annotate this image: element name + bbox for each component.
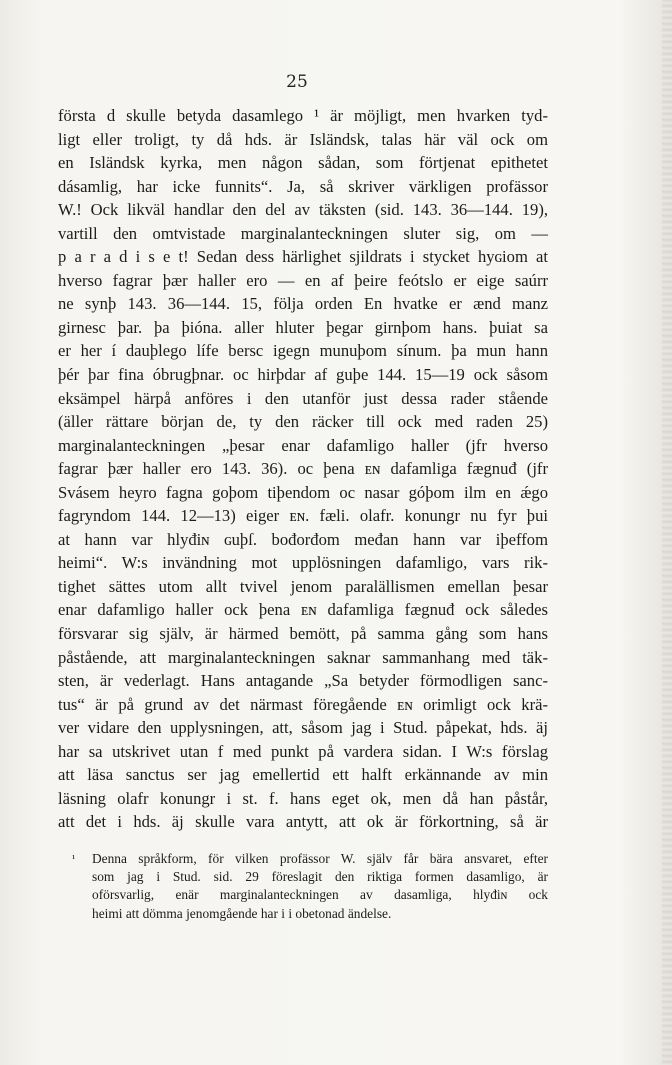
footnote-line: [72, 850, 548, 868]
text-line: ne synþ 143. 36—144. 15, följa orden En hvatke er ænd manz: [58, 294, 548, 314]
text-line: en Isländsk kyrka, men någon sådan, som förtjenat epithetet: [58, 153, 548, 173]
text-line: att det i hds. äj skulle vara antytt, att ok är förkortning, så är: [58, 812, 548, 832]
footnote-line: oförsvarlig, enär marginalanteckningen av dasamliga, hlyđiɴ ock: [92, 887, 548, 903]
text-line: sten, är vederlagt. Hans antagande „Sa betyder förmodligen sanc-: [58, 671, 548, 691]
text-line: fagryndom 144. 12—13) eiger ᴇɴ. fæli. olafr. konungr nu fyr þui: [58, 506, 548, 526]
text-line: har sa utskrivet utan f med punkt på vardera sidan. I W:s förslag: [58, 741, 548, 761]
text-line: tus“ är på grund av det närmast föregående ᴇɴ orimligt ock krä-: [58, 694, 548, 714]
footnote-line: som jag i Stud. sid. 29 föreslagit den riktiga formen dasamligo, är: [92, 869, 548, 885]
footnote-text: Denna språkform, för vilken profässor W. själv får bära ansvaret, efter: [92, 851, 548, 866]
footnote-line: heimi att dömma jenomgående har i i obetonad ändelse.: [92, 905, 392, 921]
text-line: þér þar fina óbrugþnar. oc hirþdar af guþe 144. 15—19 ock såsom: [58, 365, 548, 385]
text-line: at hann var hlyđiɴ ɢuþſ. bođorđom međan hann var iþeffom: [58, 529, 548, 549]
page-number: 25: [286, 72, 308, 92]
text-line: eksämpel härpå anföres i den utanför just dessa rader stående: [58, 388, 548, 408]
main-text: [58, 104, 548, 834]
text-line: första d skulle betyda dasamlego ¹ är möjligt, men hvarken tyd-: [58, 106, 548, 125]
text-line: ligt eller troligt, ty då hds. är Isländsk, talas här väl ock om: [58, 129, 548, 149]
text-line: fagrar þær haller ero 143. 36). oc þena ᴇɴ dafamliga fægnuđ (jfr: [58, 459, 548, 479]
text-line: läsning olafr konungr i st. f. hans eget ok, men då han påstår,: [58, 788, 548, 808]
text-line: er her í dauþlego lífe bersc igegn munuþom sínum. þa mun hann: [58, 341, 548, 361]
footnote-mark: ¹: [72, 853, 76, 865]
text-line: enar dafamligo haller ock þena ᴇɴ dafamliga fægnuđ ock således: [58, 600, 548, 620]
text-line: försvarar sig själv, är härmed bemött, på samma gång som hans: [58, 624, 548, 644]
text-line: p a r a d i s e t! Sedan dess härlighet sjildrats i stycket hyɢiom at: [58, 247, 548, 267]
text-line: dásamlig, har icke funnits“. Ja, så skriver värkligen profässor: [58, 176, 548, 196]
text-line: (äller rättare början de, ty den räcker till ock med raden 25): [58, 412, 548, 432]
footnote: [72, 850, 548, 923]
text-line: vartill den omtvistade marginalanteckningen sluter sig, om —: [58, 223, 548, 243]
text-line: heimi“. W:s invändning mot upplösningen dafamligo, vars rik-: [58, 553, 548, 573]
text-line: hverso fagrar þær haller ero — en af þeire feótslo er eige saúrr: [58, 270, 548, 290]
text-line: tighet sättes utom allt tvivel jenom paralällismen emellan þesar: [58, 576, 548, 596]
text-line: W.! Ock likväl handlar den del av täksten (sid. 143. 36—144. 19),: [58, 200, 548, 220]
page-edge-shadow: [662, 0, 672, 1065]
text-line: att läsa sanctus ser jag emellertid ett halft erkännande av min: [58, 765, 548, 785]
text-line: ver vidare den upplysningen, att, såsom jag i Stud. påpekat, hds. äj: [58, 718, 548, 738]
text-line: girnesc þar. þa þióna. aller hluter þegar girnþom hans. þuiat sa: [58, 317, 548, 337]
text-line: påstående, att marginalanteckningen saknar sammanhang med täk-: [58, 647, 548, 667]
text-line: Svásem heyro fagna goþom tiþendom oc nasar góþom ilm en ǽgo: [58, 482, 548, 502]
text-line: marginalanteckningen „þesar enar dafamligo haller (jfr hverso: [58, 435, 548, 455]
